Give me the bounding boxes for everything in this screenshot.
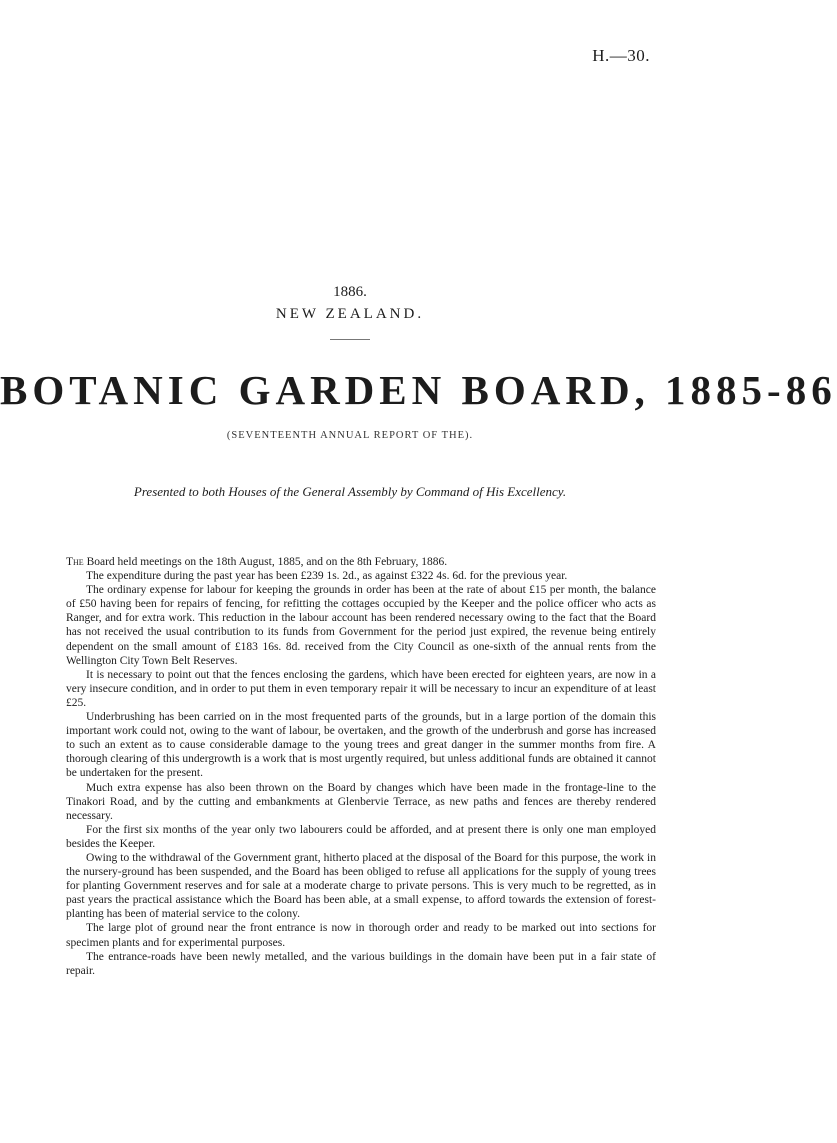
report-body bbox=[66, 555, 656, 978]
report-title: BOTANIC GARDEN BOARD, 1885-86 bbox=[0, 367, 837, 413]
opening-word: The bbox=[66, 556, 84, 568]
body-paragraph: It is necessary to point out that the fences enclosing the gardens, which have been erected for eighteen years, are now in a very insecure condition, and in order to put them in even temporary repair it will be necessary to incur an expenditure of at least £25. bbox=[66, 668, 656, 709]
report-year: 1886. bbox=[333, 284, 367, 300]
body-paragraph: The entrance-roads have been newly metalled, and the various buildings in the domain have been put in a fair state of repair. bbox=[66, 950, 656, 977]
body-paragraph: The expenditure during the past year has been £239 1s. 2d., as against £322 4s. 6d. for the previous year. bbox=[86, 570, 568, 583]
body-paragraph: Underbrushing has been carried on in the most frequented parts of the grounds, but in a large portion of the domain this important work could not, owing to the want of labour, be overtaken, and the growth of the underbrush and gorse has increased to such an extent as to cause considerable damage to the young trees and great danger in the summer months from fire. A thorough clearing of this undergrowth is a work that is most urgently required, but unless additional funds are obtained it cannot be undertaken for the present. bbox=[66, 711, 656, 780]
paragraph-text: Board held meetings on the 18th August, 1885, and on the 8th February, 1886. bbox=[83, 556, 448, 568]
page-reference: H.—30. bbox=[592, 46, 650, 65]
body-paragraph: The ordinary expense for labour for keeping the grounds in order has been at the rate of about £15 per month, the balance of £50 having been for repairs of fencing, for refitting the cottages occupied by the Keeper and the police officer who acts as Ranger, and for extra work. This reduction in the labour account has been rendered necessary owing to the fact that the Board has not received the usual contribution to its funds from Government for the period just expired, the revenue being entirely dependent on the small amount of £183 16s. 8d. received from the City Council as one-sixth of the annual rents from the Wellington City Town Belt Reserves. bbox=[66, 584, 656, 667]
body-paragraph: Much extra expense has also been thrown on the Board by changes which have been made in the frontage-line to the Tinakori Road, and by the cutting and embankments at Glenbervie Terrace, as new paths and fences are thereby rendered necessary. bbox=[66, 781, 656, 822]
country-heading: NEW ZEALAND. bbox=[275, 306, 425, 322]
report-subtitle: (SEVENTEENTH ANNUAL REPORT OF THE). bbox=[226, 430, 474, 441]
body-paragraph bbox=[66, 555, 656, 569]
body-paragraph: Owing to the withdrawal of the Government grant, hitherto placed at the disposal of the Board for this purpose, the work in the nursery-ground has been suspended, and the Board has been obliged to refuse all applications for the supply of young trees for planting Government reserves and for sale at a moderate charge to private persons. This is very much to be regretted, as in past years the practical assistance which the Board has been able, at a small expense, to afford towards the extension of forest-planting has been of material service to the colony. bbox=[66, 851, 656, 921]
body-paragraph: The large plot of ground near the front entrance is now in thorough order and ready to be marked out into sections for specimen plants and for experimental purposes. bbox=[66, 922, 656, 949]
title-divider bbox=[330, 339, 370, 340]
presentation-note: Presented to both Houses of the General Assembly by Command of His Excellency. bbox=[133, 484, 567, 499]
body-paragraph: For the first six months of the year only two labourers could be afforded, and at present there is only one man employed besides the Keeper. bbox=[66, 823, 656, 850]
